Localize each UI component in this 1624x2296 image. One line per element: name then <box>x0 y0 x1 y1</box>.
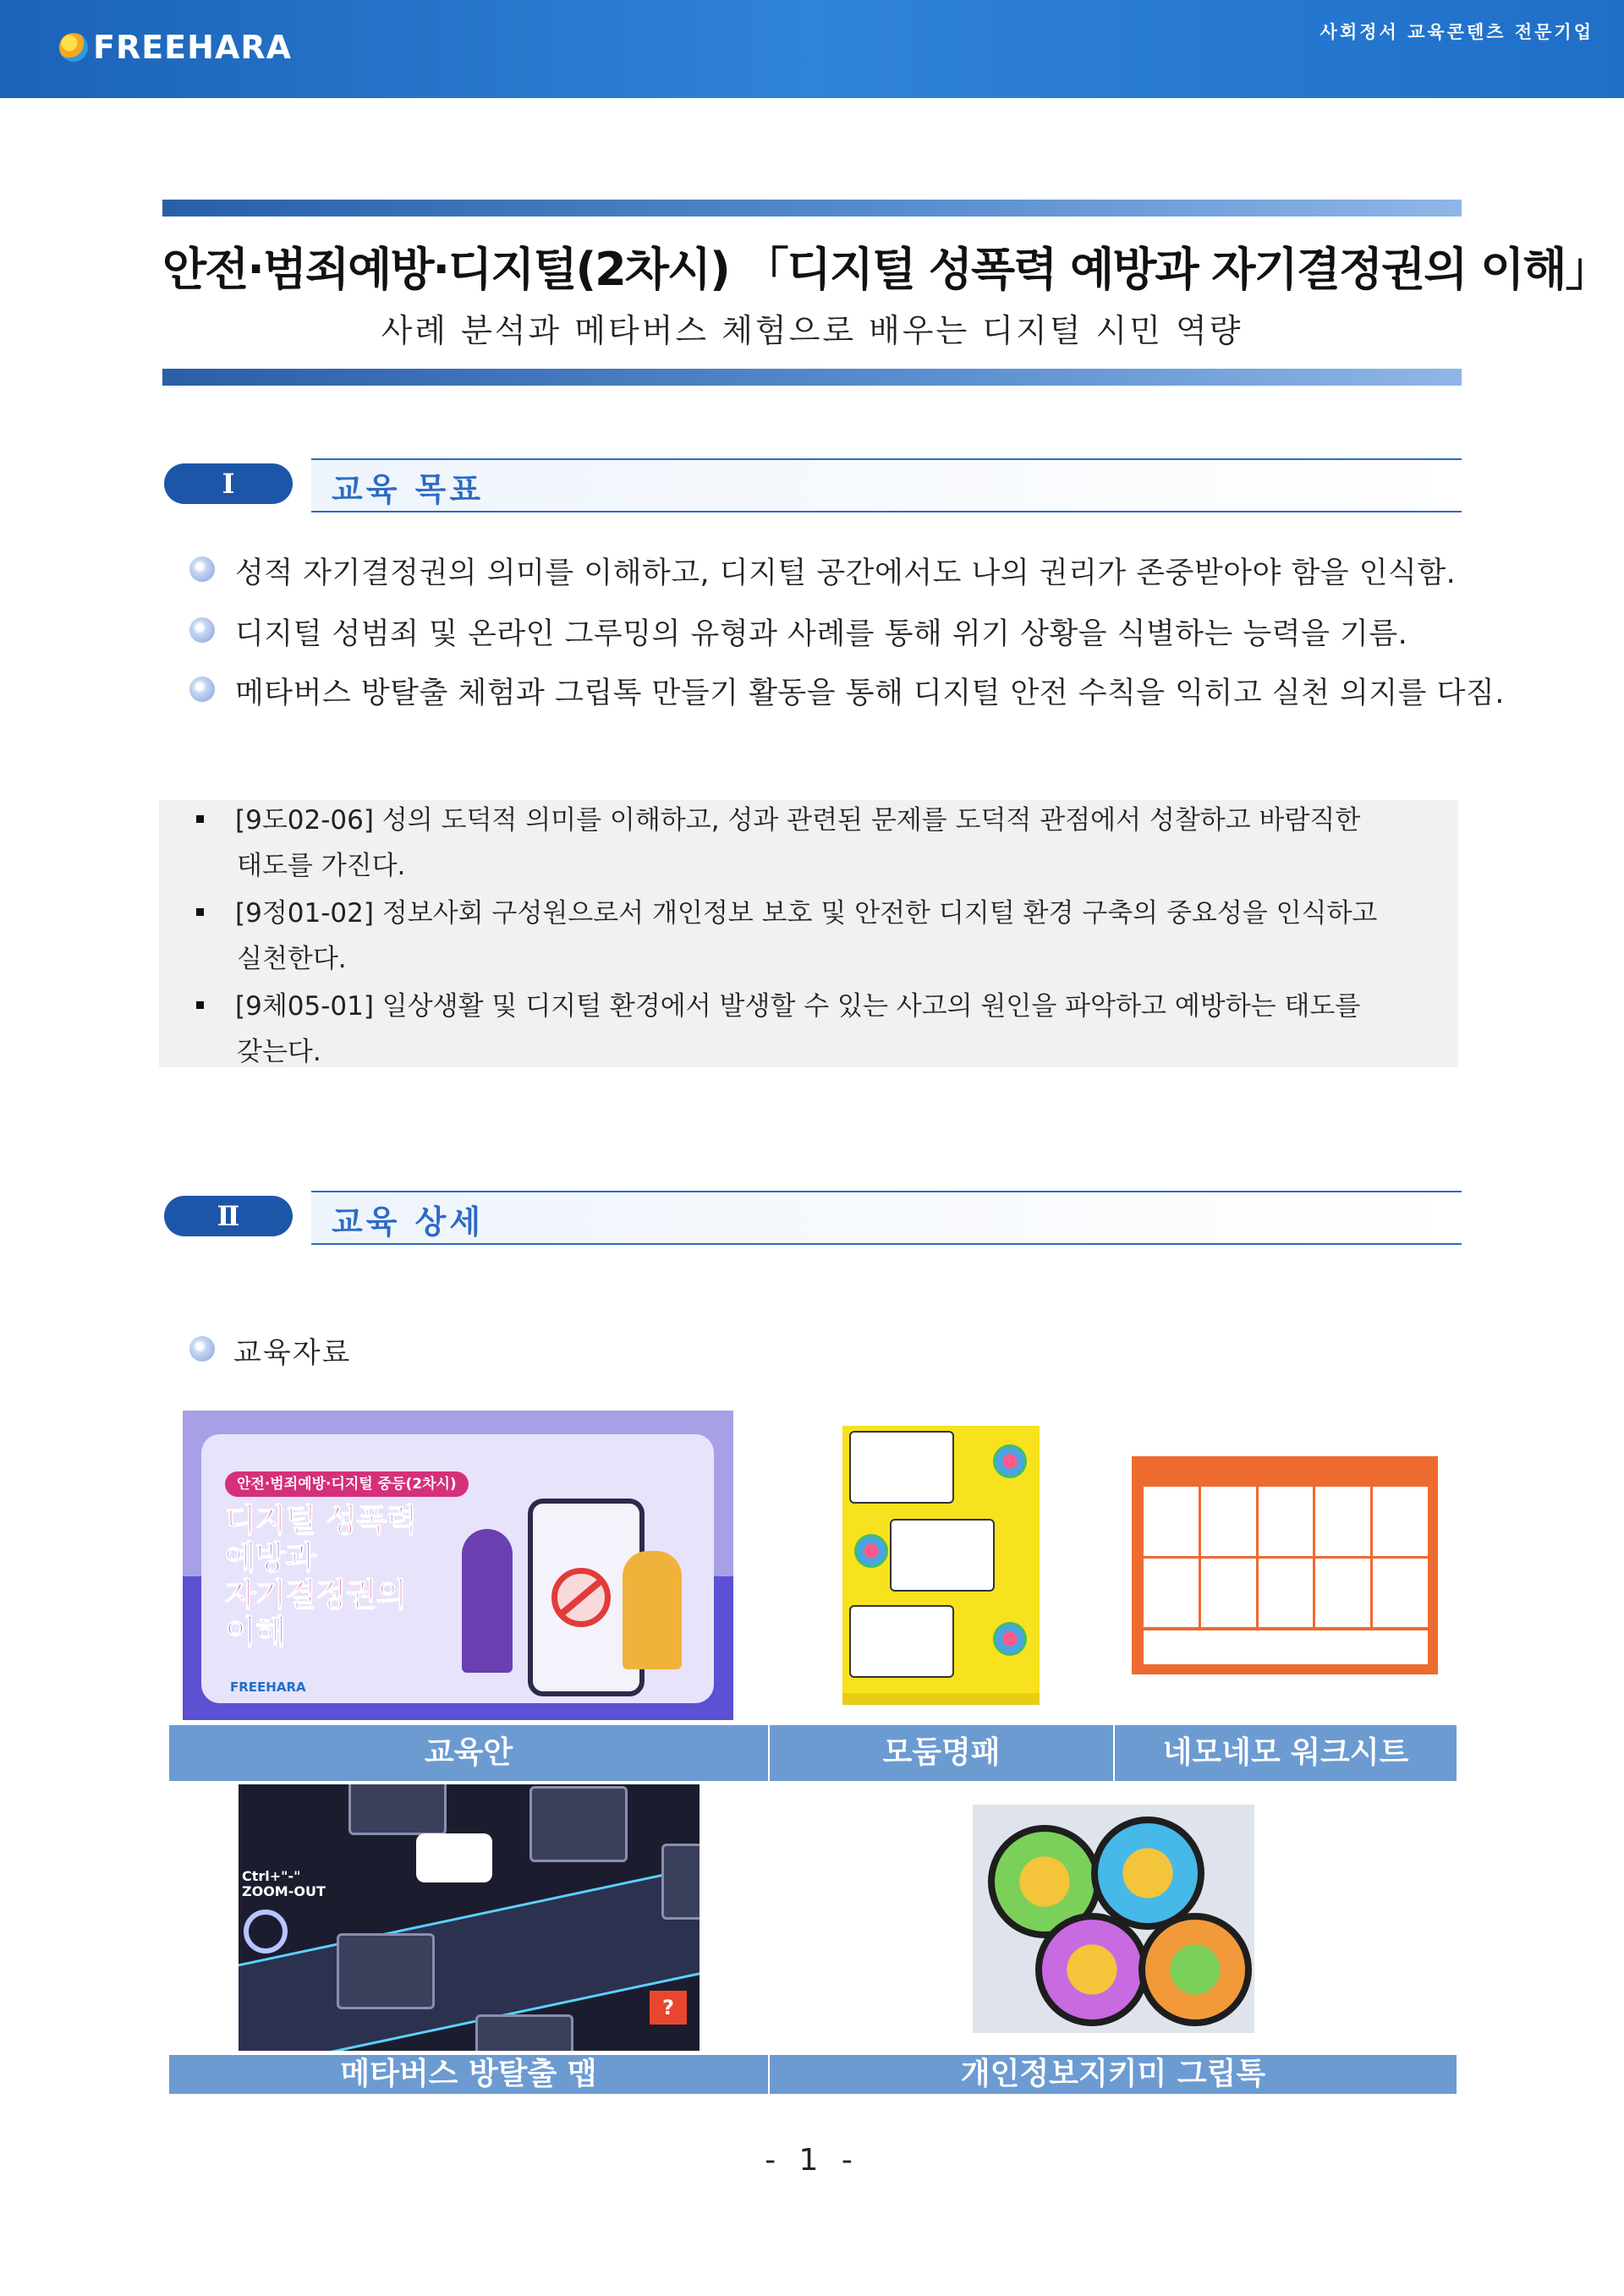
nameplate-panel <box>849 1431 954 1504</box>
curriculum-standards-box <box>159 800 1458 1067</box>
map-pod <box>661 1844 700 1920</box>
section-2-heading: 교육 상세 <box>332 1203 485 1241</box>
goal-bullet-icon <box>189 677 215 702</box>
flower-decoration-icon <box>993 1444 1027 1478</box>
materials-label: 교육자료 <box>233 1336 352 1370</box>
caption-worksheet: 네모네모 워크시트 <box>1162 1735 1409 1770</box>
map-pod <box>475 2014 573 2051</box>
cover-title-line1: 디지털 성폭력 <box>225 1502 417 1539</box>
worksheet-bottom-row <box>1144 1630 1428 1664</box>
goal-item-2: 디지털 성범죄 및 온라인 그루밍의 유형과 사례를 통해 위기 상황을 식별하는 능력을 기름. <box>235 617 1408 651</box>
nameplate-footer <box>842 1693 1040 1705</box>
magnifier-icon <box>244 1910 288 1954</box>
caption-metaverse-map: 메타버스 방탈출 맵 <box>340 2057 597 2091</box>
goal-item-1: 성적 자기결정권의 의미를 이해하고, 디지털 공간에서도 나의 권리가 존중받아야 함을 인식함. <box>235 556 1457 590</box>
worksheet-grid <box>1144 1487 1428 1627</box>
worksheet-cell <box>1315 1487 1370 1556</box>
materials-bullet-icon <box>189 1336 215 1362</box>
cover-course-pill: 안전·범죄예방·디지털 중등(2차시) <box>225 1471 469 1497</box>
goal-item-3: 메타버스 방탈출 체험과 그립톡 만들기 활동을 통해 디지털 안전 수칙을 익히고 실천 의지를 다짐. <box>235 677 1505 710</box>
worksheet-cell <box>1201 1487 1256 1556</box>
standard-3-line2: 갖는다. <box>237 1037 321 1067</box>
griptok-lock-icon <box>1138 1913 1252 2026</box>
worksheet-thumbnail[interactable] <box>1132 1456 1438 1674</box>
standard-2-line2: 실천한다. <box>237 944 347 974</box>
zoom-out-hint: Ctrl+"-" ZOOM-OUT <box>242 1868 326 1899</box>
cover-title-line4: 이해 <box>225 1614 286 1651</box>
cover-brand: FREEHARA <box>230 1680 306 1695</box>
title-bottom-rule <box>162 369 1462 386</box>
lesson-plan-thumbnail[interactable] <box>183 1411 733 1720</box>
caption-griptok: 개인정보지키미 그립톡 <box>960 2057 1266 2091</box>
caption-group-nameplate: 모둠명패 <box>882 1735 1001 1770</box>
standard-2-line1: [9정01-02] 정보사회 구성원으로서 개인정보 보호 및 안전한 디지털 환경 구축의 중요성을 인식하고 <box>235 898 1378 929</box>
cover-title-line2: 예방과 <box>225 1539 316 1576</box>
worksheet-cell <box>1315 1559 1370 1628</box>
brand-logo[interactable] <box>59 29 292 66</box>
worksheet-header-strip <box>1144 1465 1426 1483</box>
square-bullet-icon <box>196 815 204 823</box>
header-tagline: 사회정서 교육콘텐츠 전문기업 <box>1320 22 1594 42</box>
nameplate-panel <box>849 1605 954 1678</box>
standard-3-line1: [9체05-01] 일상생활 및 디지털 환경에서 발생할 수 있는 사고의 원인을 파악하고 예방하는 태도를 <box>235 991 1361 1022</box>
section-1-number: Ⅰ <box>164 463 293 504</box>
worksheet-cell <box>1373 1559 1428 1628</box>
section-2-number: Ⅱ <box>164 1196 293 1236</box>
square-bullet-icon <box>196 908 204 916</box>
brand-name: FREEHARA <box>93 29 293 66</box>
document-title: 안전·범죄예방·디지털(2차시) 「디지털 성폭력 예방과 자기결정권의 이해」 <box>162 243 1610 296</box>
group-nameplate-thumbnail[interactable] <box>842 1426 1040 1705</box>
flower-decoration-icon <box>854 1534 888 1568</box>
worksheet-cell <box>1373 1487 1428 1556</box>
section-1-heading: 교육 목표 <box>332 471 485 508</box>
map-pod <box>529 1786 628 1862</box>
page-number: - 1 - <box>765 2143 859 2178</box>
nameplate-panel <box>890 1519 995 1592</box>
prohibited-icon <box>551 1568 611 1627</box>
person-illustration <box>462 1529 513 1673</box>
flower-decoration-icon <box>993 1622 1027 1656</box>
cover-title-line3: 자기결정권의 <box>225 1576 407 1614</box>
griptok-lock-icon <box>1035 1913 1149 2026</box>
worksheet-cell <box>1201 1559 1256 1628</box>
map-pod <box>348 1784 447 1835</box>
person-illustration <box>623 1551 682 1669</box>
mystery-box-icon: ? <box>650 1991 687 2025</box>
metaverse-map-thumbnail[interactable] <box>239 1784 700 2051</box>
worksheet-cell <box>1144 1559 1199 1628</box>
title-top-rule <box>162 200 1462 216</box>
square-bullet-icon <box>196 1001 204 1009</box>
standard-1-line1: [9도02-06] 성의 도덕적 의미를 이해하고, 성과 관련된 문제를 도덕적 관점에서 성찰하고 바람직한 <box>235 805 1361 836</box>
worksheet-cell <box>1259 1487 1314 1556</box>
map-pod <box>337 1933 435 2009</box>
logo-globe-icon <box>59 33 88 62</box>
worksheet-cell <box>1259 1559 1314 1628</box>
map-speech-bubble <box>416 1833 492 1882</box>
standard-1-line2: 태도를 가진다. <box>237 851 406 881</box>
griptok-thumbnail[interactable] <box>973 1805 1254 2033</box>
goal-bullet-icon <box>189 556 215 582</box>
caption-lesson-plan: 교육안 <box>424 1735 513 1770</box>
goal-bullet-icon <box>189 617 215 643</box>
worksheet-cell <box>1144 1487 1199 1556</box>
document-subtitle: 사례 분석과 메타버스 체험으로 배우는 디지털 시민 역량 <box>381 312 1243 349</box>
